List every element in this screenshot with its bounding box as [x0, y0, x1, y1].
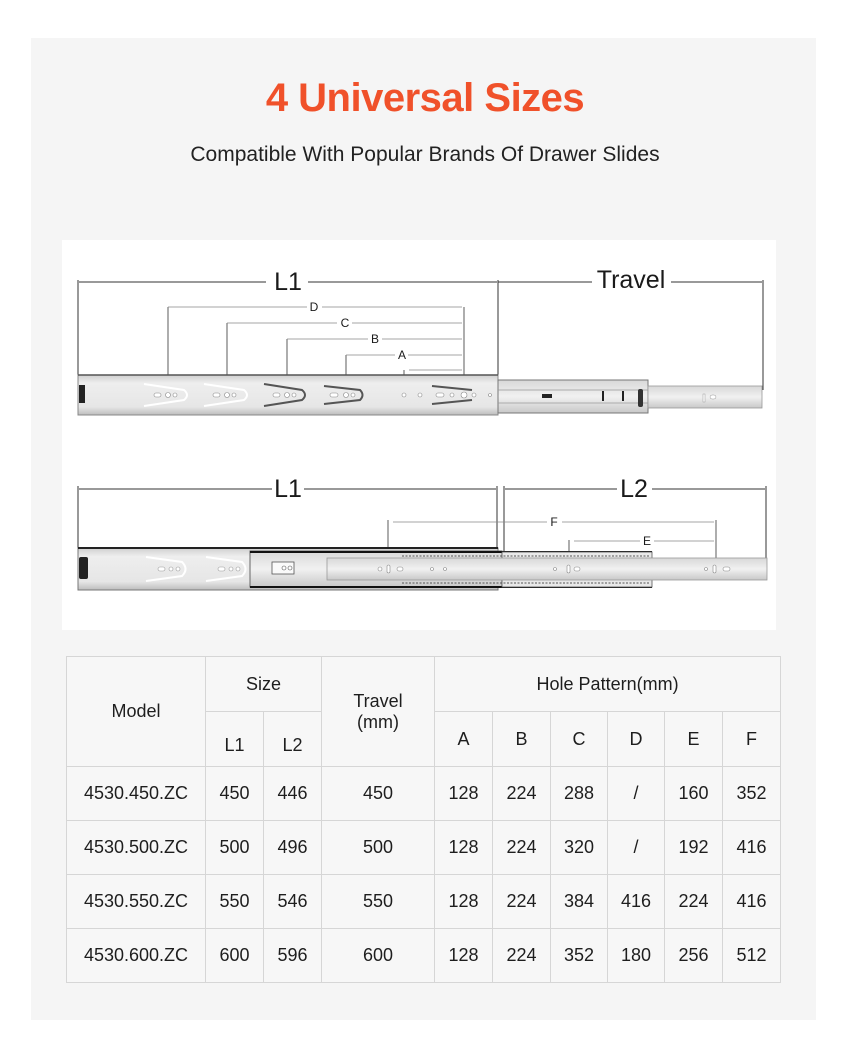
top-slide	[78, 266, 763, 415]
cell-travel: 450	[322, 767, 435, 821]
cell-d: /	[608, 821, 665, 875]
header-hole-b: B	[493, 712, 551, 767]
top-roller-icon	[638, 389, 643, 407]
table-row	[67, 929, 781, 983]
hole-label-b: B	[370, 332, 380, 346]
top-travel-label: Travel	[596, 266, 666, 294]
bottom-slide	[78, 475, 767, 590]
cell-travel: 600	[322, 929, 435, 983]
page-title: 4 Universal Sizes	[265, 76, 585, 120]
hole-label-d: D	[309, 300, 319, 314]
table-row	[67, 875, 781, 929]
header-hole-e: E	[665, 712, 723, 767]
header-l2: L2	[264, 712, 322, 767]
hole-label-f: F	[550, 515, 558, 529]
cell-e: 192	[665, 821, 723, 875]
table-header-row	[67, 657, 781, 712]
page-subtitle: Compatible With Popular Brands Of Drawer Slides	[190, 143, 660, 166]
cell-a: 128	[435, 875, 493, 929]
cell-model: 4530.550.ZC	[67, 875, 206, 929]
header-travel-label: Travel	[353, 690, 403, 711]
cell-e: 256	[665, 929, 723, 983]
cell-e: 224	[665, 875, 723, 929]
header-hole-c: C	[551, 712, 608, 767]
cell-l1: 450	[206, 767, 264, 821]
slide-diagram-svg	[62, 240, 776, 630]
cell-l2: 446	[264, 767, 322, 821]
top-l1-dimension	[78, 268, 498, 375]
header-model: Model	[67, 657, 206, 767]
cell-b: 224	[493, 767, 551, 821]
cell-f: 352	[723, 767, 781, 821]
cell-model: 4530.450.ZC	[67, 767, 206, 821]
header-travel-unit: (mm)	[357, 711, 399, 732]
header-hole-f: F	[723, 712, 781, 767]
cell-c: 384	[551, 875, 608, 929]
cell-c: 320	[551, 821, 608, 875]
cell-a: 128	[435, 821, 493, 875]
cell-f: 416	[723, 821, 781, 875]
cell-l2: 546	[264, 875, 322, 929]
cell-f: 416	[723, 875, 781, 929]
bottom-bumper-icon	[79, 557, 88, 579]
table-row	[67, 767, 781, 821]
cell-l1: 550	[206, 875, 264, 929]
cell-b: 224	[493, 875, 551, 929]
cell-model: 4530.600.ZC	[67, 929, 206, 983]
cell-travel: 550	[322, 875, 435, 929]
cell-a: 128	[435, 929, 493, 983]
cell-c: 352	[551, 929, 608, 983]
bottom-inner-rail	[327, 558, 767, 580]
hole-label-c: C	[340, 316, 350, 330]
slide-diagram	[62, 240, 776, 630]
header-size: Size	[206, 657, 322, 712]
cell-d: 416	[608, 875, 665, 929]
cell-l2: 496	[264, 821, 322, 875]
hole-label-e: E	[642, 534, 652, 548]
cell-b: 224	[493, 821, 551, 875]
top-l1-label: L1	[274, 268, 302, 296]
top-travel-dimension	[498, 266, 763, 390]
header-travel	[322, 657, 435, 767]
cell-travel: 500	[322, 821, 435, 875]
cell-l2: 596	[264, 929, 322, 983]
cell-d: 180	[608, 929, 665, 983]
top-bumper-icon	[79, 385, 85, 403]
header-l1: L1	[206, 712, 264, 767]
cell-l1: 500	[206, 821, 264, 875]
cell-e: 160	[665, 767, 723, 821]
header-hole-d: D	[608, 712, 665, 767]
cell-c: 288	[551, 767, 608, 821]
cell-f: 512	[723, 929, 781, 983]
bottom-l1-label: L1	[274, 475, 302, 503]
hole-label-a: A	[397, 348, 407, 362]
cell-l1: 600	[206, 929, 264, 983]
cell-model: 4530.500.ZC	[67, 821, 206, 875]
bottom-l1-dimension	[78, 475, 497, 550]
table-row	[67, 821, 781, 875]
header-hole-pattern: Hole Pattern(mm)	[435, 657, 781, 712]
bottom-l2-label: L2	[620, 475, 648, 503]
cell-d: /	[608, 767, 665, 821]
cell-a: 128	[435, 767, 493, 821]
size-spec-table	[66, 656, 781, 983]
cell-b: 224	[493, 929, 551, 983]
header-hole-a: A	[435, 712, 493, 767]
top-middle-rail	[498, 380, 648, 413]
